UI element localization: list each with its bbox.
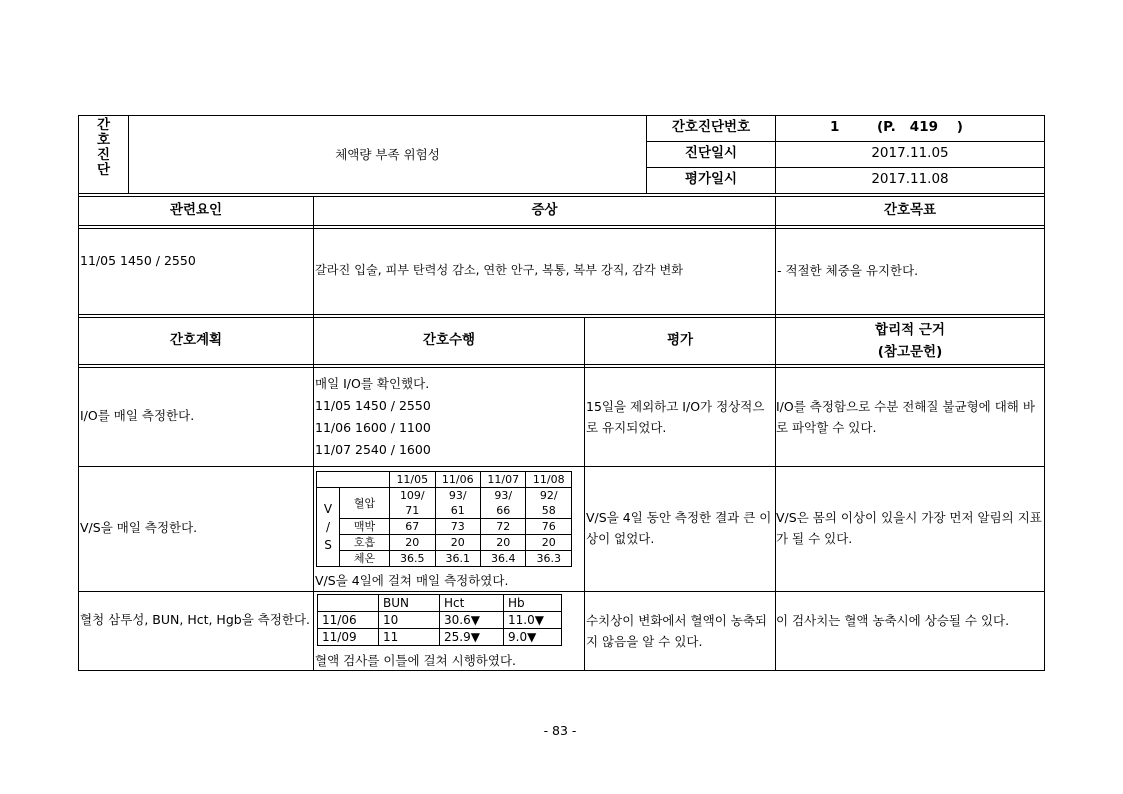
- col-nursing-action: 간호수행: [422, 332, 476, 348]
- evaluation-date-value: 2017.11.08: [871, 171, 949, 187]
- io-action-line-3: 11/06 1600 / 1100: [315, 420, 431, 435]
- vs-bp-sys: 93/: [481, 488, 526, 504]
- col-related-factor: 관련요인: [169, 202, 223, 218]
- io-action-line-2: 11/05 1450 / 2550: [315, 398, 431, 413]
- table-row: [317, 488, 572, 504]
- vs-bp-dia: 71: [390, 503, 435, 519]
- vs-date: 11/07: [481, 472, 526, 488]
- io-plan: I/O를 매일 측정한다.: [80, 408, 195, 423]
- vs-bp-dia: 61: [435, 503, 480, 519]
- table-row: [318, 629, 562, 646]
- vs-date: 11/06: [435, 472, 480, 488]
- nursing-diagnosis-label: 간호진단: [96, 117, 111, 178]
- vs-bp-sys: 93/: [435, 488, 480, 504]
- vital-signs-table: [316, 471, 572, 567]
- lab-header: [318, 595, 379, 612]
- diagnosis-date-label: 진단일시: [684, 145, 738, 161]
- lab-cell: 11/06: [318, 612, 379, 629]
- col-symptom: 증상: [531, 202, 558, 218]
- table-row: [317, 472, 572, 488]
- lab-evaluation: 수치상이 변화에서 혈액이 농축되지 않음을 알 수 있다.: [586, 613, 767, 649]
- io-action-line-1: 매일 I/O를 확인했다.: [315, 376, 430, 391]
- vs-resp: 20: [390, 535, 435, 551]
- vs-bp-sys: 92/: [526, 488, 572, 504]
- vs-side-slash: /: [325, 520, 331, 534]
- page-number: - 83 -: [543, 723, 577, 738]
- lab-cell: 10: [379, 612, 440, 629]
- diagnosis-date-value: 2017.11.05: [871, 145, 949, 161]
- lab-header: BUN: [379, 595, 440, 612]
- vs-bp-label: 혈압: [340, 488, 390, 519]
- vs-date: 11/05: [390, 472, 435, 488]
- col-nursing-plan: 간호계획: [169, 332, 223, 348]
- lab-results-table: [317, 594, 562, 646]
- col-rationale: 합리적 근거: [875, 322, 945, 338]
- lab-cell: 11: [379, 629, 440, 646]
- vs-pulse-label: 맥박: [340, 519, 390, 535]
- lab-action-note: 혈액 검사를 이틀에 걸쳐 시행하였다.: [315, 653, 516, 668]
- io-rationale: I/O를 측정함으로 수분 전해질 불균형에 대해 바로 파악할 수 있다.: [776, 399, 1035, 435]
- col-evaluation: 평가: [666, 332, 694, 348]
- io-evaluation: 15일을 제외하고 I/O가 정상적으로 유지되었다.: [586, 399, 765, 435]
- col-rationale-reference: (참고문헌): [877, 344, 943, 360]
- vs-pulse: 73: [435, 519, 480, 535]
- table-row: [317, 551, 572, 567]
- vs-side-s: S: [324, 538, 332, 552]
- vs-temp: 36.1: [435, 551, 480, 567]
- vs-resp: 20: [526, 535, 572, 551]
- vs-pulse: 76: [526, 519, 572, 535]
- table-row: [317, 535, 572, 551]
- evaluation-date-label: 평가일시: [684, 171, 738, 187]
- vs-pulse: 72: [481, 519, 526, 535]
- table-row: [318, 612, 562, 629]
- related-factor-value: 11/05 1450 / 2550: [80, 253, 196, 268]
- diagnosis-no-value: 1 (P. 419 ): [830, 119, 963, 135]
- vs-resp: 20: [435, 535, 480, 551]
- col-nursing-goal: 간호목표: [883, 202, 937, 218]
- vs-action-note: V/S을 4일에 걸쳐 매일 측정하였다.: [315, 573, 509, 588]
- lab-cell: 9.0▼: [504, 629, 562, 646]
- vs-resp-label: 호흡: [340, 535, 390, 551]
- vs-side-label: [317, 488, 340, 567]
- vs-side-v: V: [323, 502, 333, 516]
- lab-cell: 30.6▼: [440, 612, 504, 629]
- vs-plan: V/S을 매일 측정한다.: [80, 520, 198, 535]
- vs-temp-label: 체온: [340, 551, 390, 567]
- diagnosis-no-label: 간호진단번호: [671, 119, 751, 135]
- lab-cell: 25.9▼: [440, 629, 504, 646]
- vs-bp-sys: 109/: [390, 488, 435, 504]
- vs-rationale: V/S은 몸의 이상이 있을시 가장 먼저 알림의 지표가 될 수 있다.: [776, 510, 1042, 546]
- vs-date: 11/08: [526, 472, 572, 488]
- lab-plan: 혈청 삼투성, BUN, Hct, Hgb을 측정한다.: [80, 612, 311, 627]
- vs-temp: 36.3: [526, 551, 572, 567]
- vs-pulse: 67: [390, 519, 435, 535]
- io-action-line-4: 11/07 2540 / 1600: [315, 442, 431, 457]
- symptom-value: 갈라진 입술, 피부 탄력성 감소, 연한 안구, 복통, 복부 강직, 감각 변화: [315, 263, 684, 277]
- vs-temp: 36.4: [481, 551, 526, 567]
- vs-bp-dia: 58: [526, 503, 572, 519]
- goal-value: - 적절한 체중을 유지한다.: [777, 263, 919, 278]
- lab-header: Hct: [440, 595, 504, 612]
- diagnosis-title: 체액량 부족 위험성: [335, 147, 440, 162]
- lab-header: Hb: [504, 595, 562, 612]
- vs-bp-dia: 66: [481, 503, 526, 519]
- vs-temp: 36.5: [390, 551, 435, 567]
- lab-cell: 11.0▼: [504, 612, 562, 629]
- table-row: [318, 595, 562, 612]
- table-row: [317, 519, 572, 535]
- lab-rationale: 이 검사치는 혈액 농축시에 상승될 수 있다.: [776, 613, 1010, 628]
- vs-evaluation: V/S을 4일 동안 측정한 결과 큰 이상이 없었다.: [586, 510, 772, 546]
- vs-resp: 20: [481, 535, 526, 551]
- lab-cell: 11/09: [318, 629, 379, 646]
